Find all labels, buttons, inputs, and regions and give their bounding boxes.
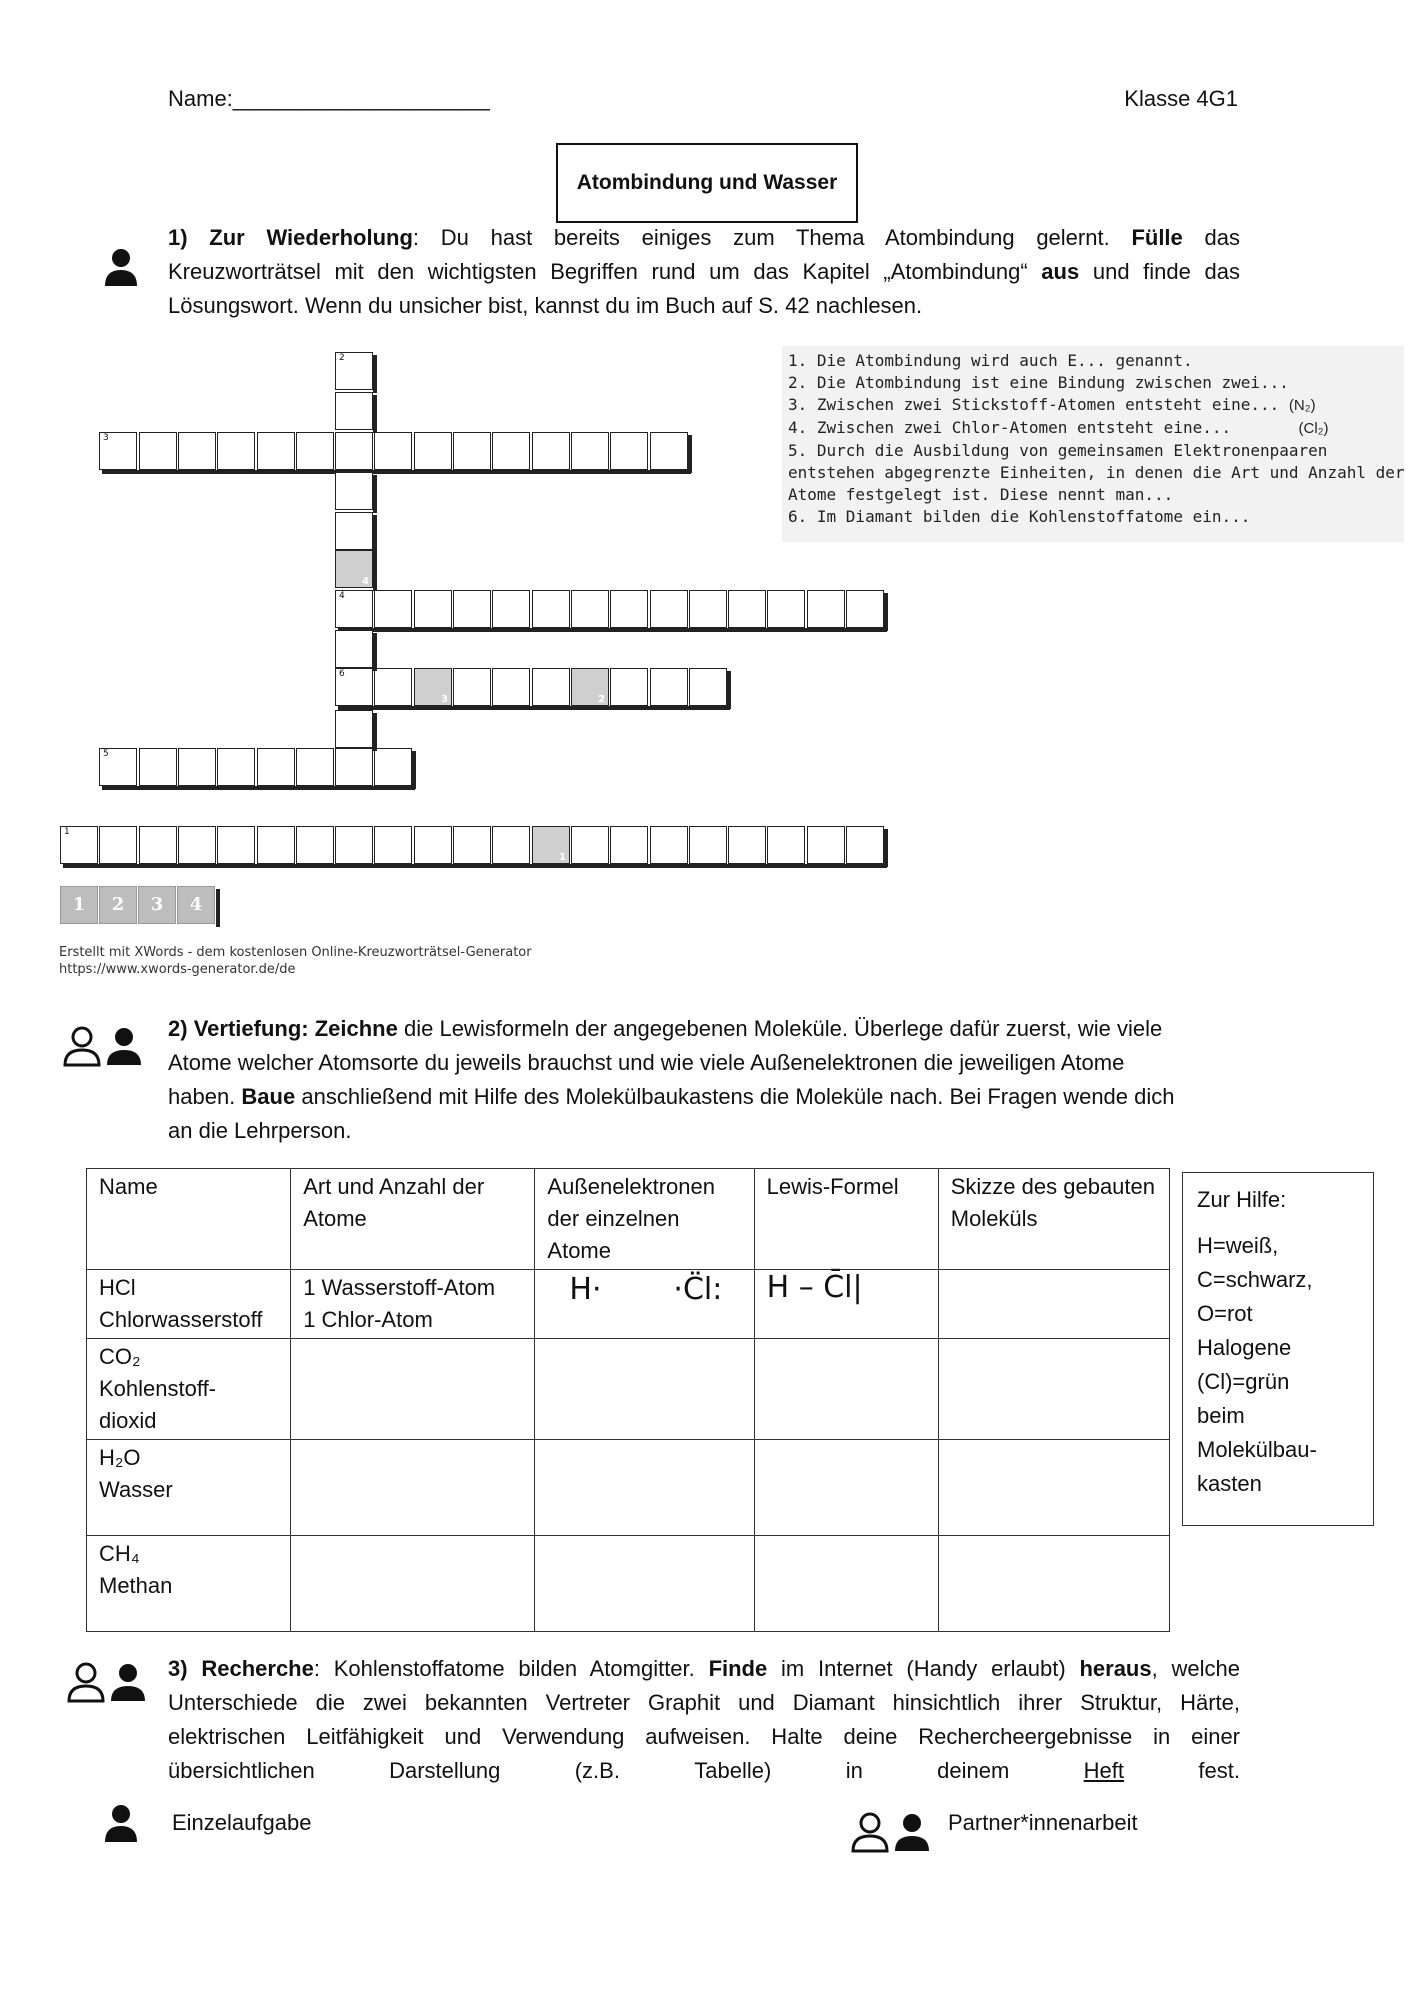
partner-work-icon — [66, 1662, 148, 1704]
header-atoms: Art und Anzahl der Atome — [291, 1169, 535, 1270]
cell-lewis[interactable] — [754, 1270, 938, 1339]
cell-shadow — [373, 713, 377, 751]
task3-word-heft: Heft — [1083, 1758, 1125, 1783]
help-line: beim — [1197, 1403, 1245, 1428]
task1-number: 1) — [168, 225, 188, 250]
handwritten-h-electrons: H· — [569, 1272, 602, 1307]
crossword-cell[interactable] — [414, 590, 452, 628]
crossword-cell[interactable] — [453, 668, 491, 706]
cell-electrons[interactable] — [535, 1536, 754, 1632]
crossword-cell[interactable] — [374, 826, 412, 864]
legend-partner: Partner*innenarbeit — [948, 1810, 1138, 1835]
task3-verb-finde: Finde — [708, 1656, 768, 1681]
task3-number: 3) — [168, 1656, 188, 1681]
crossword-cell[interactable] — [846, 826, 884, 864]
cell-shadow — [63, 864, 887, 868]
molecule-name-cont: dioxid — [99, 1408, 157, 1433]
crossword-cell[interactable] — [571, 826, 609, 864]
crossword-cell[interactable] — [610, 668, 648, 706]
crossword-cell[interactable] — [335, 392, 373, 430]
task1-verb-aus: aus — [1041, 259, 1080, 284]
single-person-icon — [104, 1804, 138, 1844]
credit-line1: Erstellt mit XWords - dem kostenlosen Online-Kreuzworträtsel-Generator — [59, 945, 532, 960]
crossword-cell[interactable] — [728, 590, 766, 628]
solution-box[interactable]: 3 — [138, 886, 176, 924]
class-label: Klasse 4G1 — [1124, 86, 1238, 111]
help-line: C=schwarz, — [1197, 1267, 1313, 1292]
task2-line1: die Lewisformeln der angegebenen Moleküle. Überlege dafür zuerst, wie viele — [403, 1016, 1163, 1041]
crossword-cell[interactable] — [767, 826, 805, 864]
task2-line3: anschließend mit Hilfe des Molekülbaukastens die Moleküle nach. Bei Fragen wende dich — [301, 1084, 1175, 1109]
clue-4-formula: (Cl₂) — [1298, 420, 1329, 437]
task1-verb-fuelle: Fülle — [1131, 225, 1183, 250]
crossword-cell[interactable] — [453, 432, 491, 470]
crossword-cell[interactable] — [296, 748, 334, 786]
crossword-cell[interactable] — [257, 826, 295, 864]
solution-index: 4 — [362, 576, 369, 587]
help-line: O=rot — [1197, 1301, 1253, 1326]
solution-index: 3 — [441, 694, 448, 705]
crossword-cell[interactable] — [335, 550, 373, 588]
crossword-cell[interactable] — [571, 432, 609, 470]
crossword-cell[interactable] — [139, 826, 177, 864]
task3-word: fest. — [1198, 1758, 1240, 1783]
cell-shadow — [338, 706, 730, 710]
crossword-cell[interactable] — [650, 826, 688, 864]
molecule-name: Kohlenstoff- — [99, 1376, 217, 1401]
cell-electrons[interactable] — [535, 1440, 754, 1536]
cell-shadow — [884, 593, 888, 631]
cell-atoms[interactable] — [291, 1536, 535, 1632]
clue-3-formula: (N₂) — [1288, 397, 1316, 414]
crossword-cell[interactable] — [610, 432, 648, 470]
solution-index: 1 — [559, 852, 566, 863]
clue-number: 3 — [103, 433, 109, 443]
task2-verb-baue: Baue — [241, 1084, 296, 1109]
task3-word: übersichtlichen — [168, 1758, 315, 1783]
crossword-cell[interactable] — [414, 432, 452, 470]
crossword-cell[interactable] — [689, 826, 727, 864]
molecule-formula: HCl — [99, 1275, 136, 1300]
cell-shadow — [373, 395, 377, 433]
cell-shadow — [102, 786, 415, 790]
cell-shadow — [373, 553, 377, 591]
task3-line4 — [168, 1754, 1240, 1788]
help-box — [1182, 1172, 1374, 1526]
clue-1: 1. Die Atombindung wird auch E... genannt. — [788, 351, 1193, 370]
crossword-cell[interactable] — [335, 710, 373, 748]
molecule-name: Wasser — [99, 1477, 173, 1502]
crossword-cell[interactable] — [296, 432, 334, 470]
legend-single: Einzelaufgabe — [172, 1810, 312, 1835]
crossword-cell[interactable] — [99, 748, 137, 786]
crossword-cell[interactable] — [492, 432, 530, 470]
cell-sketch[interactable] — [938, 1536, 1169, 1632]
crossword-credit — [59, 944, 532, 978]
task3-word: Tabelle) — [694, 1758, 772, 1783]
crossword-cell[interactable] — [178, 826, 216, 864]
crossword-cell[interactable] — [335, 590, 373, 628]
task2-number: 2) — [168, 1016, 188, 1041]
table-row — [87, 1536, 1170, 1632]
crossword-cell[interactable] — [689, 668, 727, 706]
solution-index: 2 — [598, 694, 605, 705]
clue-2: 2. Die Atombindung ist eine Bindung zwischen zwei... — [788, 373, 1289, 392]
molecule-name: Chlorwasserstoff — [99, 1307, 263, 1332]
atoms-line1: 1 Wasserstoff-Atom — [303, 1275, 496, 1300]
crossword-cell[interactable] — [492, 668, 530, 706]
crossword-cell[interactable] — [414, 826, 452, 864]
cell-name — [87, 1339, 291, 1440]
crossword-cell[interactable] — [178, 432, 216, 470]
crossword-grid — [0, 0, 900, 940]
atoms-line2: 1 Chlor-Atom — [303, 1307, 433, 1332]
cell-shadow — [727, 671, 731, 709]
cell-shadow — [373, 475, 377, 513]
cell-sketch[interactable] — [938, 1270, 1169, 1339]
help-line: Molekülbau- — [1197, 1437, 1317, 1462]
handwritten-lewis-formula: H – C̄l| — [766, 1270, 863, 1305]
page-title: Atombindung und Wasser — [556, 143, 858, 223]
crossword-cell[interactable] — [610, 590, 648, 628]
crossword-cell[interactable] — [296, 826, 334, 864]
task3-word: deinem — [937, 1758, 1010, 1783]
cell-electrons[interactable] — [535, 1339, 754, 1440]
crossword-cell[interactable] — [178, 748, 216, 786]
crossword-cell[interactable] — [335, 512, 373, 550]
crossword-cell[interactable] — [414, 668, 452, 706]
crossword-cell[interactable] — [99, 432, 137, 470]
table-row — [87, 1339, 1170, 1440]
task1-label: Zur Wiederholung — [209, 225, 413, 250]
clue-5c: Atome festgelegt ist. Diese nennt man... — [788, 485, 1174, 504]
molecule-formula: CO₂ — [99, 1344, 141, 1369]
task3-line3: elektrischen Leitfähigkeit und Verwendung aufweisen. Halte deine Rechercheergebnisse in einer — [168, 1724, 1240, 1749]
cell-lewis[interactable] — [754, 1536, 938, 1632]
help-line: kasten — [1197, 1471, 1262, 1496]
crossword-cell[interactable] — [650, 432, 688, 470]
clue-5: 5. Durch die Ausbildung von gemeinsamen Elektronenpaaren — [788, 441, 1328, 460]
clue-4: 4. Zwischen zwei Chlor-Atomen entsteht eine... (Cl₂) — [788, 418, 1329, 437]
crossword-cell[interactable] — [374, 590, 412, 628]
molecule-formula: H₂O — [99, 1445, 141, 1470]
crossword-cell[interactable] — [335, 352, 373, 390]
crossword-cell[interactable] — [846, 590, 884, 628]
cell-shadow — [373, 633, 377, 671]
crossword-cell[interactable] — [767, 590, 805, 628]
task3-line1-mid: im Internet (Handy erlaubt) — [781, 1656, 1066, 1681]
solution-box[interactable]: 1 — [60, 886, 98, 924]
cell-shadow — [216, 889, 220, 927]
task1-line2-end: und finde das — [1092, 259, 1240, 284]
task2-line4: an die Lehrperson. — [168, 1118, 352, 1143]
crossword-cell[interactable] — [335, 826, 373, 864]
cell-atoms[interactable] — [291, 1339, 535, 1440]
molecule-table — [86, 1168, 1170, 1632]
crossword-cell[interactable] — [217, 748, 255, 786]
crossword-cell[interactable] — [335, 630, 373, 668]
crossword-cell[interactable] — [532, 668, 570, 706]
task2-label: Vertiefung: — [193, 1016, 309, 1041]
crossword-cell[interactable] — [689, 590, 727, 628]
clue-number: 5 — [103, 749, 109, 759]
cell-shadow — [338, 628, 887, 632]
header-lewis: Lewis-Formel — [754, 1169, 938, 1270]
task3-verb-heraus: heraus — [1079, 1656, 1152, 1681]
cell-electrons[interactable] — [535, 1270, 754, 1339]
task1-line1-end: das — [1204, 225, 1240, 250]
task3-line1-end: , welche — [1151, 1656, 1240, 1681]
crossword-cell[interactable] — [60, 826, 98, 864]
partner-work-icon — [850, 1812, 932, 1854]
crossword-cell[interactable] — [532, 826, 570, 864]
cell-atoms[interactable] — [291, 1440, 535, 1536]
crossword-cell[interactable] — [532, 590, 570, 628]
cell-shadow — [412, 751, 416, 789]
cell-lewis[interactable] — [754, 1440, 938, 1536]
partner-work-icon — [62, 1026, 144, 1068]
crossword-cell[interactable] — [650, 590, 688, 628]
crossword-cell[interactable] — [139, 432, 177, 470]
crossword-cell[interactable] — [492, 590, 530, 628]
table-row — [87, 1270, 1170, 1339]
crossword-cell[interactable] — [374, 668, 412, 706]
cell-shadow — [884, 829, 888, 867]
cell-sketch[interactable] — [938, 1339, 1169, 1440]
clue-number: 1 — [64, 827, 70, 837]
crossword-cell[interactable] — [650, 668, 688, 706]
clue-3: 3. Zwischen zwei Stickstoff-Atomen entsteht eine... (N₂) — [788, 395, 1316, 414]
crossword-clues — [782, 346, 1404, 542]
task3-line2: Unterschiede die zwei bekannten Vertreter Graphit und Diamant hinsichtlich ihrer Struktur, Härte, — [168, 1690, 1240, 1715]
cell-lewis[interactable] — [754, 1339, 938, 1440]
help-title: Zur Hilfe: — [1197, 1187, 1287, 1212]
crossword-cell[interactable] — [335, 472, 373, 510]
crossword-cell[interactable] — [610, 826, 648, 864]
header-electrons: Außenelektronen der einzelnen Atome — [535, 1169, 754, 1270]
task2-line3-start: haben. — [168, 1084, 236, 1109]
cell-atoms — [291, 1270, 535, 1339]
crossword-cell[interactable] — [257, 432, 295, 470]
task3-word: Darstellung — [389, 1758, 501, 1783]
crossword-cell[interactable] — [139, 748, 177, 786]
crossword-cell[interactable] — [257, 748, 295, 786]
cell-shadow — [373, 515, 377, 553]
handwritten-cl-electrons: ·C̈l: — [673, 1272, 723, 1307]
crossword-cell[interactable] — [335, 432, 373, 470]
help-line: (Cl)=grün — [1197, 1369, 1290, 1394]
table-header-row — [87, 1169, 1170, 1270]
crossword-cell[interactable] — [807, 590, 845, 628]
crossword-cell[interactable] — [335, 668, 373, 706]
table-row — [87, 1440, 1170, 1536]
cell-shadow — [688, 435, 692, 473]
crossword-cell[interactable] — [728, 826, 766, 864]
crossword-cell[interactable] — [571, 590, 609, 628]
clue-5b: entstehen abgegrenzte Einheiten, in denen die Art und Anzahl der — [788, 463, 1405, 482]
task2-text — [168, 1012, 1240, 1148]
crossword-cell[interactable] — [99, 826, 137, 864]
task3-word: in — [845, 1758, 863, 1783]
crossword-cell[interactable] — [571, 668, 609, 706]
crossword-cell[interactable] — [532, 432, 570, 470]
header-name: Name — [87, 1169, 291, 1270]
task3-word: (z.B. — [574, 1758, 620, 1783]
help-line: H=weiß, — [1197, 1233, 1279, 1258]
crossword-cell[interactable] — [492, 826, 530, 864]
cell-name — [87, 1270, 291, 1339]
cell-sketch[interactable] — [938, 1440, 1169, 1536]
cell-name — [87, 1536, 291, 1632]
crossword-cell[interactable] — [335, 748, 373, 786]
crossword-cell[interactable] — [374, 748, 412, 786]
crossword-cell[interactable] — [453, 826, 491, 864]
task2-line2: Atome welcher Atomsorte du jeweils brauchst und wie viele Außenelektronen die jeweiligen Atome — [168, 1050, 1125, 1075]
clue-6: 6. Im Diamant bilden die Kohlenstoffatome ein... — [788, 507, 1251, 526]
credit-link[interactable]: https://www.xwords-generator.de/de — [59, 962, 296, 977]
solution-box[interactable]: 4 — [177, 886, 215, 924]
task1-line1: : Du hast bereits einiges zum Thema Atombindung gelernt. — [412, 225, 1110, 250]
clue-number: 6 — [339, 669, 345, 679]
solution-box[interactable]: 2 — [99, 886, 137, 924]
task3-line1: : Kohlenstoffatome bilden Atomgitter. — [313, 1656, 695, 1681]
task1-line2: Kreuzworträtsel mit den wichtigsten Begriffen rund um das Kapitel „Atombindung“ — [168, 259, 1028, 284]
header-sketch: Skizze des gebauten Moleküls — [938, 1169, 1169, 1270]
molecule-formula: CH₄ — [99, 1541, 140, 1566]
crossword-cell[interactable] — [807, 826, 845, 864]
crossword-cell[interactable] — [217, 826, 255, 864]
cell-shadow — [373, 355, 377, 393]
cell-name — [87, 1440, 291, 1536]
clue-number: 2 — [339, 353, 345, 363]
crossword-cell[interactable] — [217, 432, 255, 470]
help-line: Halogene — [1197, 1335, 1292, 1360]
task2-verb-zeichne: Zeichne — [314, 1016, 398, 1041]
molecule-name: Methan — [99, 1573, 173, 1598]
crossword-cell[interactable] — [453, 590, 491, 628]
task3-label: Recherche — [201, 1656, 314, 1681]
crossword-cell[interactable] — [374, 432, 412, 470]
task1-line3: Lösungswort. Wenn du unsicher bist, kannst du im Buch auf S. 42 nachlesen. — [168, 293, 923, 318]
cell-shadow — [102, 470, 691, 474]
name-field-label: Name:_____________________ — [168, 86, 490, 111]
task3-text — [168, 1652, 1240, 1788]
clue-number: 4 — [339, 591, 345, 601]
